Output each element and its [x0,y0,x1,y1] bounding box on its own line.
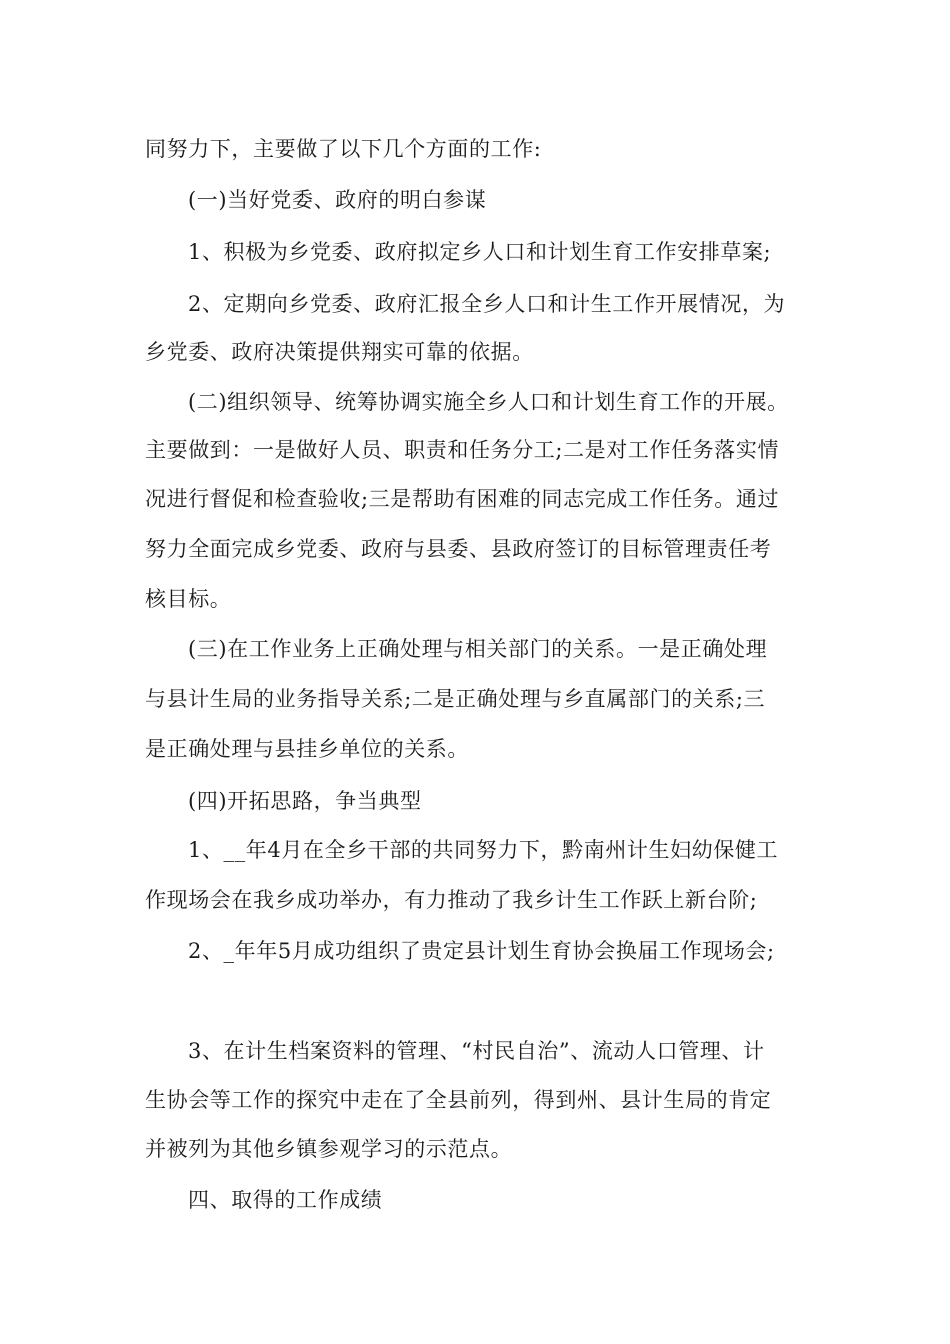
section-heading-main: 四、取得的工作成绩 [188,1188,383,1212]
paragraph-line: 同努力下，主要做了以下几个方面的工作: [145,137,542,161]
paragraph-line: 2、_年年5月成功组织了贵定县计划生育协会换届工作现场会; [188,939,775,963]
paragraph-line: 核目标。 [145,587,232,611]
section-heading-4: (四)开拓思路，争当典型 [188,789,422,813]
paragraph-line: 1、积极为乡党委、政府拟定乡人口和计划生育工作安排草案; [188,240,772,264]
paragraph-line: 是正确处理与县挂乡单位的关系。 [145,737,469,761]
paragraph-line: 并被列为其他乡镇参观学习的示范点。 [145,1137,513,1161]
paragraph-line: 生协会等工作的探究中走在了全县前列，得到州、县计生局的肯定 [145,1088,772,1112]
paragraph-line: 3、在计生档案资料的管理、“村民自治”、流动人口管理、计 [188,1039,765,1063]
section-heading-1: (一)当好党委、政府的明白参谋 [188,188,487,212]
paragraph-line: 2、定期向乡党委、政府汇报全乡人口和计生工作开展情况，为 [188,292,786,316]
paragraph-line: 与县计生局的业务指导关系;二是正确处理与乡直属部门的关系;三 [145,687,766,711]
paragraph-line: 主要做到：一是做好人员、职责和任务分工;二是对工作任务落实情 [145,438,780,462]
paragraph-line: 努力全面完成乡党委、政府与县委、县政府签订的目标管理责任考 [145,537,772,561]
paragraph-line: 乡党委、政府决策提供翔实可靠的依据。 [145,340,534,364]
paragraph-line: 况进行督促和检查验收;三是帮助有困难的同志完成工作任务。通过 [145,487,780,511]
section-heading-2: (二)组织领导、统筹协调实施全乡人口和计划生育工作的开展。 [188,390,789,414]
section-heading-3: (三)在工作业务上正确处理与相关部门的关系。一是正确处理 [188,637,768,661]
paragraph-line: 作现场会在我乡成功举办，有力推动了我乡计生工作跃上新台阶; [145,888,758,912]
paragraph-line: 1、__年4月在全乡干部的共同努力下，黔南州计生妇幼保健工 [188,838,779,862]
